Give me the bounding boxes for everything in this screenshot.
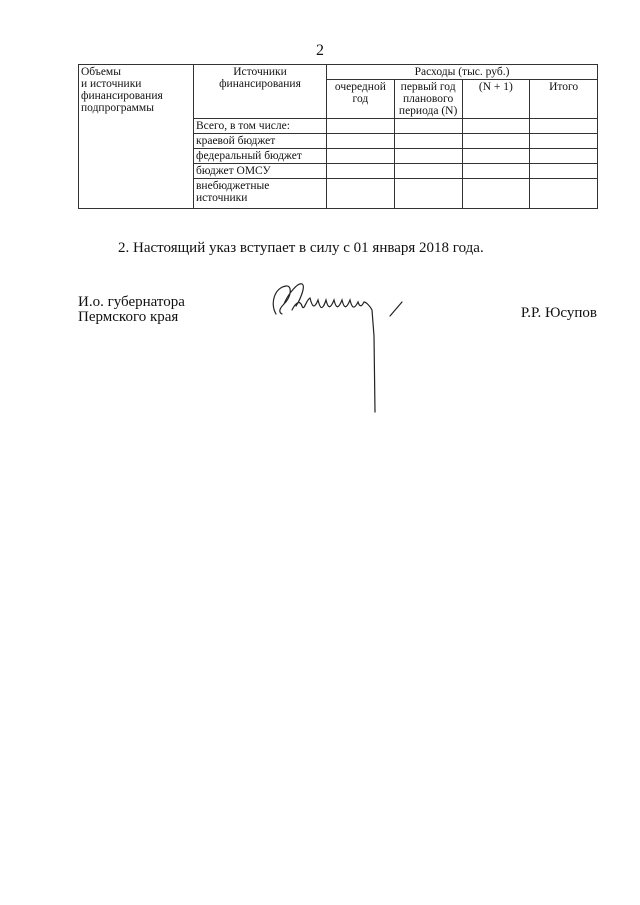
table-cell xyxy=(462,164,530,179)
table-cell xyxy=(530,134,598,149)
page-number: 2 xyxy=(316,42,324,59)
row-label-line: источники xyxy=(196,192,248,204)
volumes-header-cell xyxy=(79,65,194,209)
row-label-line: внебюджетные xyxy=(196,180,270,192)
table-cell xyxy=(327,119,395,134)
table-cell xyxy=(394,149,462,164)
table-cell xyxy=(530,179,598,209)
volumes-line: финансирования xyxy=(81,90,163,102)
table-cell xyxy=(462,119,530,134)
total-header: Итого xyxy=(530,80,598,119)
signatory-title-line: И.о. губернатора xyxy=(78,294,185,310)
table-cell xyxy=(462,149,530,164)
paragraph-2: 2. Настоящий указ вступает в силу с 01 января 2018 года. xyxy=(118,240,484,256)
table-cell xyxy=(530,149,598,164)
table-cell xyxy=(327,179,395,209)
volumes-line: подпрограммы xyxy=(81,102,154,114)
table-cell xyxy=(394,134,462,149)
table-cell xyxy=(394,164,462,179)
current-year-line: очередной xyxy=(334,81,386,93)
first-year-line: планового xyxy=(403,93,454,105)
table-cell xyxy=(462,134,530,149)
table-cell xyxy=(327,134,395,149)
table-cell xyxy=(327,164,395,179)
financing-table xyxy=(78,64,598,209)
n-plus-1-header: (N + 1) xyxy=(462,80,530,119)
first-year-header xyxy=(394,80,462,119)
first-year-line: периода (N) xyxy=(398,105,458,117)
volumes-line: Объемы xyxy=(81,66,121,78)
table-cell xyxy=(394,119,462,134)
table-cell xyxy=(327,149,395,164)
table-cell xyxy=(530,164,598,179)
row-label xyxy=(194,179,327,209)
row-label: федеральный бюджет xyxy=(194,149,327,164)
signatory-title-line: Пермского края xyxy=(78,309,179,325)
sources-header-cell xyxy=(194,65,327,119)
current-year-line: год xyxy=(352,93,369,105)
signatory-title xyxy=(78,295,185,325)
row-label: бюджет ОМСУ xyxy=(194,164,327,179)
table-cell xyxy=(394,179,462,209)
table-cell xyxy=(530,119,598,134)
table-cell xyxy=(462,179,530,209)
expenses-header: Расходы (тыс. руб.) xyxy=(327,65,598,80)
row-label: краевой бюджет xyxy=(194,134,327,149)
signatory-name: Р.Р. Юсупов xyxy=(520,305,597,321)
row-label: Всего, в том числе: xyxy=(194,119,327,134)
sources-line: финансирования xyxy=(219,78,301,90)
handwritten-signature xyxy=(262,276,412,416)
volumes-line: и источники xyxy=(81,78,142,90)
first-year-line: первый год xyxy=(400,81,456,93)
current-year-header xyxy=(327,80,395,119)
sources-line: Источники xyxy=(233,66,287,78)
